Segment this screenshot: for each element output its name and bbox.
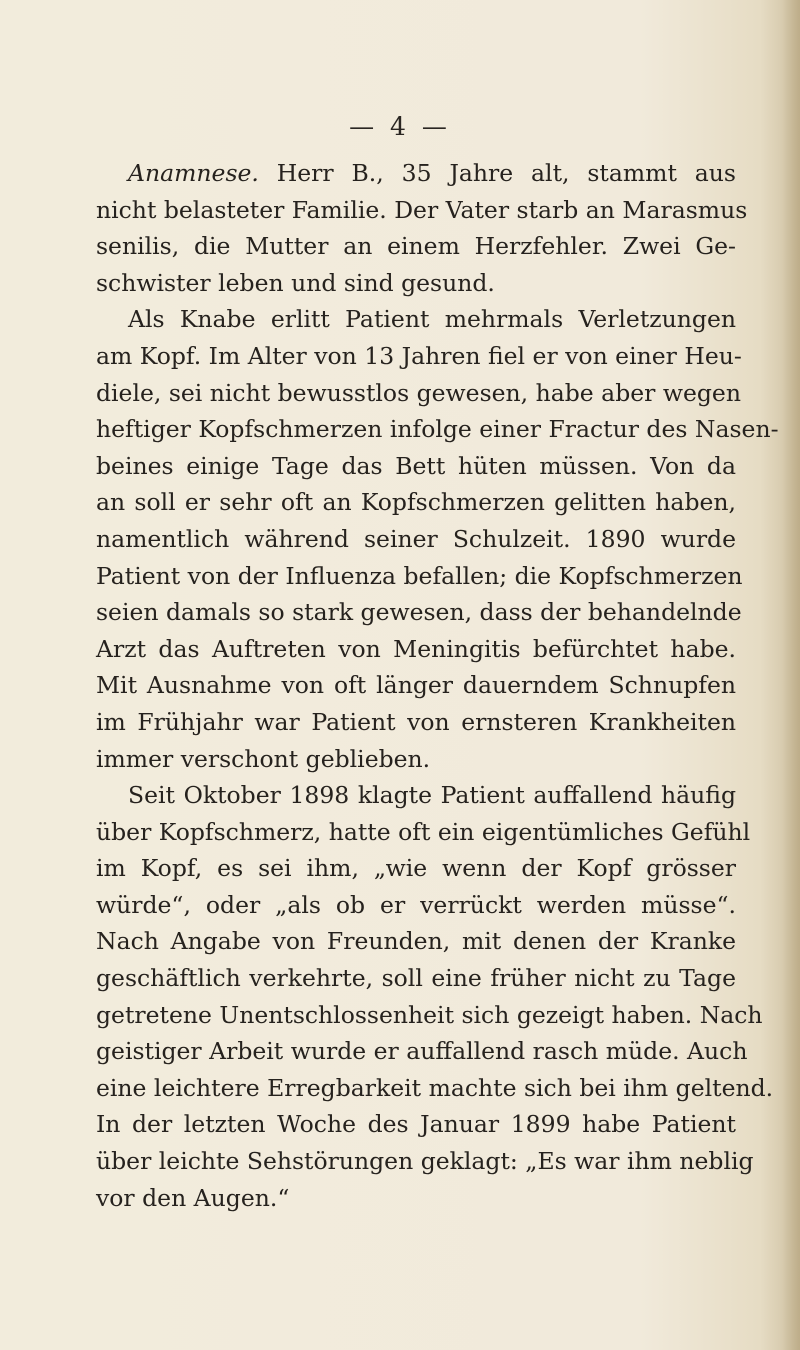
paragraph-symptoms (96, 777, 774, 1216)
page-edge-shadow (782, 0, 800, 1350)
text-line: im Kopf, es sei ihm, „wie wenn der Kopf grösser (96, 854, 736, 883)
text-line: geschäftlich verkehrte, soll eine früher nicht zu Tage (96, 964, 736, 993)
text-line: In der letzten Woche des Januar 1899 habe Patient (96, 1110, 736, 1139)
text-line: geistiger Arbeit wurde er auffallend rasch müde. Auch (96, 1037, 748, 1066)
page-number: — 4 — (349, 112, 451, 141)
text-line-content: Herr B., 35 Jahre alt, stammt aus (258, 159, 736, 187)
text-line: getretene Unentschlossenheit sich gezeigt haben. Nach (96, 1000, 763, 1029)
text-line: Mit Ausnahme von oft länger dauerndem Schnupfen (96, 671, 736, 700)
text-line: namentlich während seiner Schulzeit. 1890 wurde (96, 524, 736, 553)
text-line: über leichte Sehstörungen geklagt: „Es war ihm neblig (96, 1147, 754, 1176)
paragraph-history (96, 301, 779, 777)
text-line: beines einige Tage das Bett hüten müssen. Von da (96, 451, 736, 480)
text-line: nicht belasteter Familie. Der Vater starb an Marasmus (96, 195, 748, 224)
text-line (96, 155, 736, 192)
text-line: würde“, oder „als ob er verrückt werden müsse“. (96, 890, 736, 919)
text-line: heftiger Kopfschmerzen infolge einer Fractur des Nasen- (96, 415, 779, 444)
text-line: Als Knabe erlitt Patient mehrmals Verletzungen (128, 305, 736, 334)
text-line: immer verschont geblieben. (96, 744, 431, 773)
text-line: seien damals so stark gewesen, dass der behandelnde (96, 598, 742, 627)
paragraph-anamnese (96, 155, 748, 301)
text-line: vor den Augen.“ (96, 1183, 290, 1212)
text-line: diele, sei nicht bewusstlos gewesen, habe aber wegen (96, 378, 741, 407)
text-line: Nach Angabe von Freunden, mit denen der Kranke (96, 927, 736, 956)
text-line: Seit Oktober 1898 klagte Patient auffallend häufig (128, 781, 736, 810)
text-line: Patient von der Influenza befallen; die Kopfschmerzen (96, 561, 743, 590)
body-text (96, 155, 779, 1216)
text-line: an soll er sehr oft an Kopfschmerzen gelitten haben, (96, 488, 736, 517)
text-line: Arzt das Auftreten von Meningitis befürchtet habe. (96, 634, 736, 663)
text-line: schwister leben und sind gesund. (96, 268, 495, 297)
text-line: am Kopf. Im Alter von 13 Jahren fiel er von einer Heu- (96, 341, 742, 370)
text-line: senilis, die Mutter an einem Herzfehler. Zwei Ge- (96, 232, 736, 261)
text-line: im Frühjahr war Patient von ernsteren Krankheiten (96, 707, 736, 736)
section-heading: Anamnese. (128, 159, 259, 187)
text-line: eine leichtere Erregbarkeit machte sich bei ihm geltend. (96, 1073, 774, 1102)
text-line: über Kopfschmerz, hatte oft ein eigentümliches Gefühl (96, 817, 751, 846)
